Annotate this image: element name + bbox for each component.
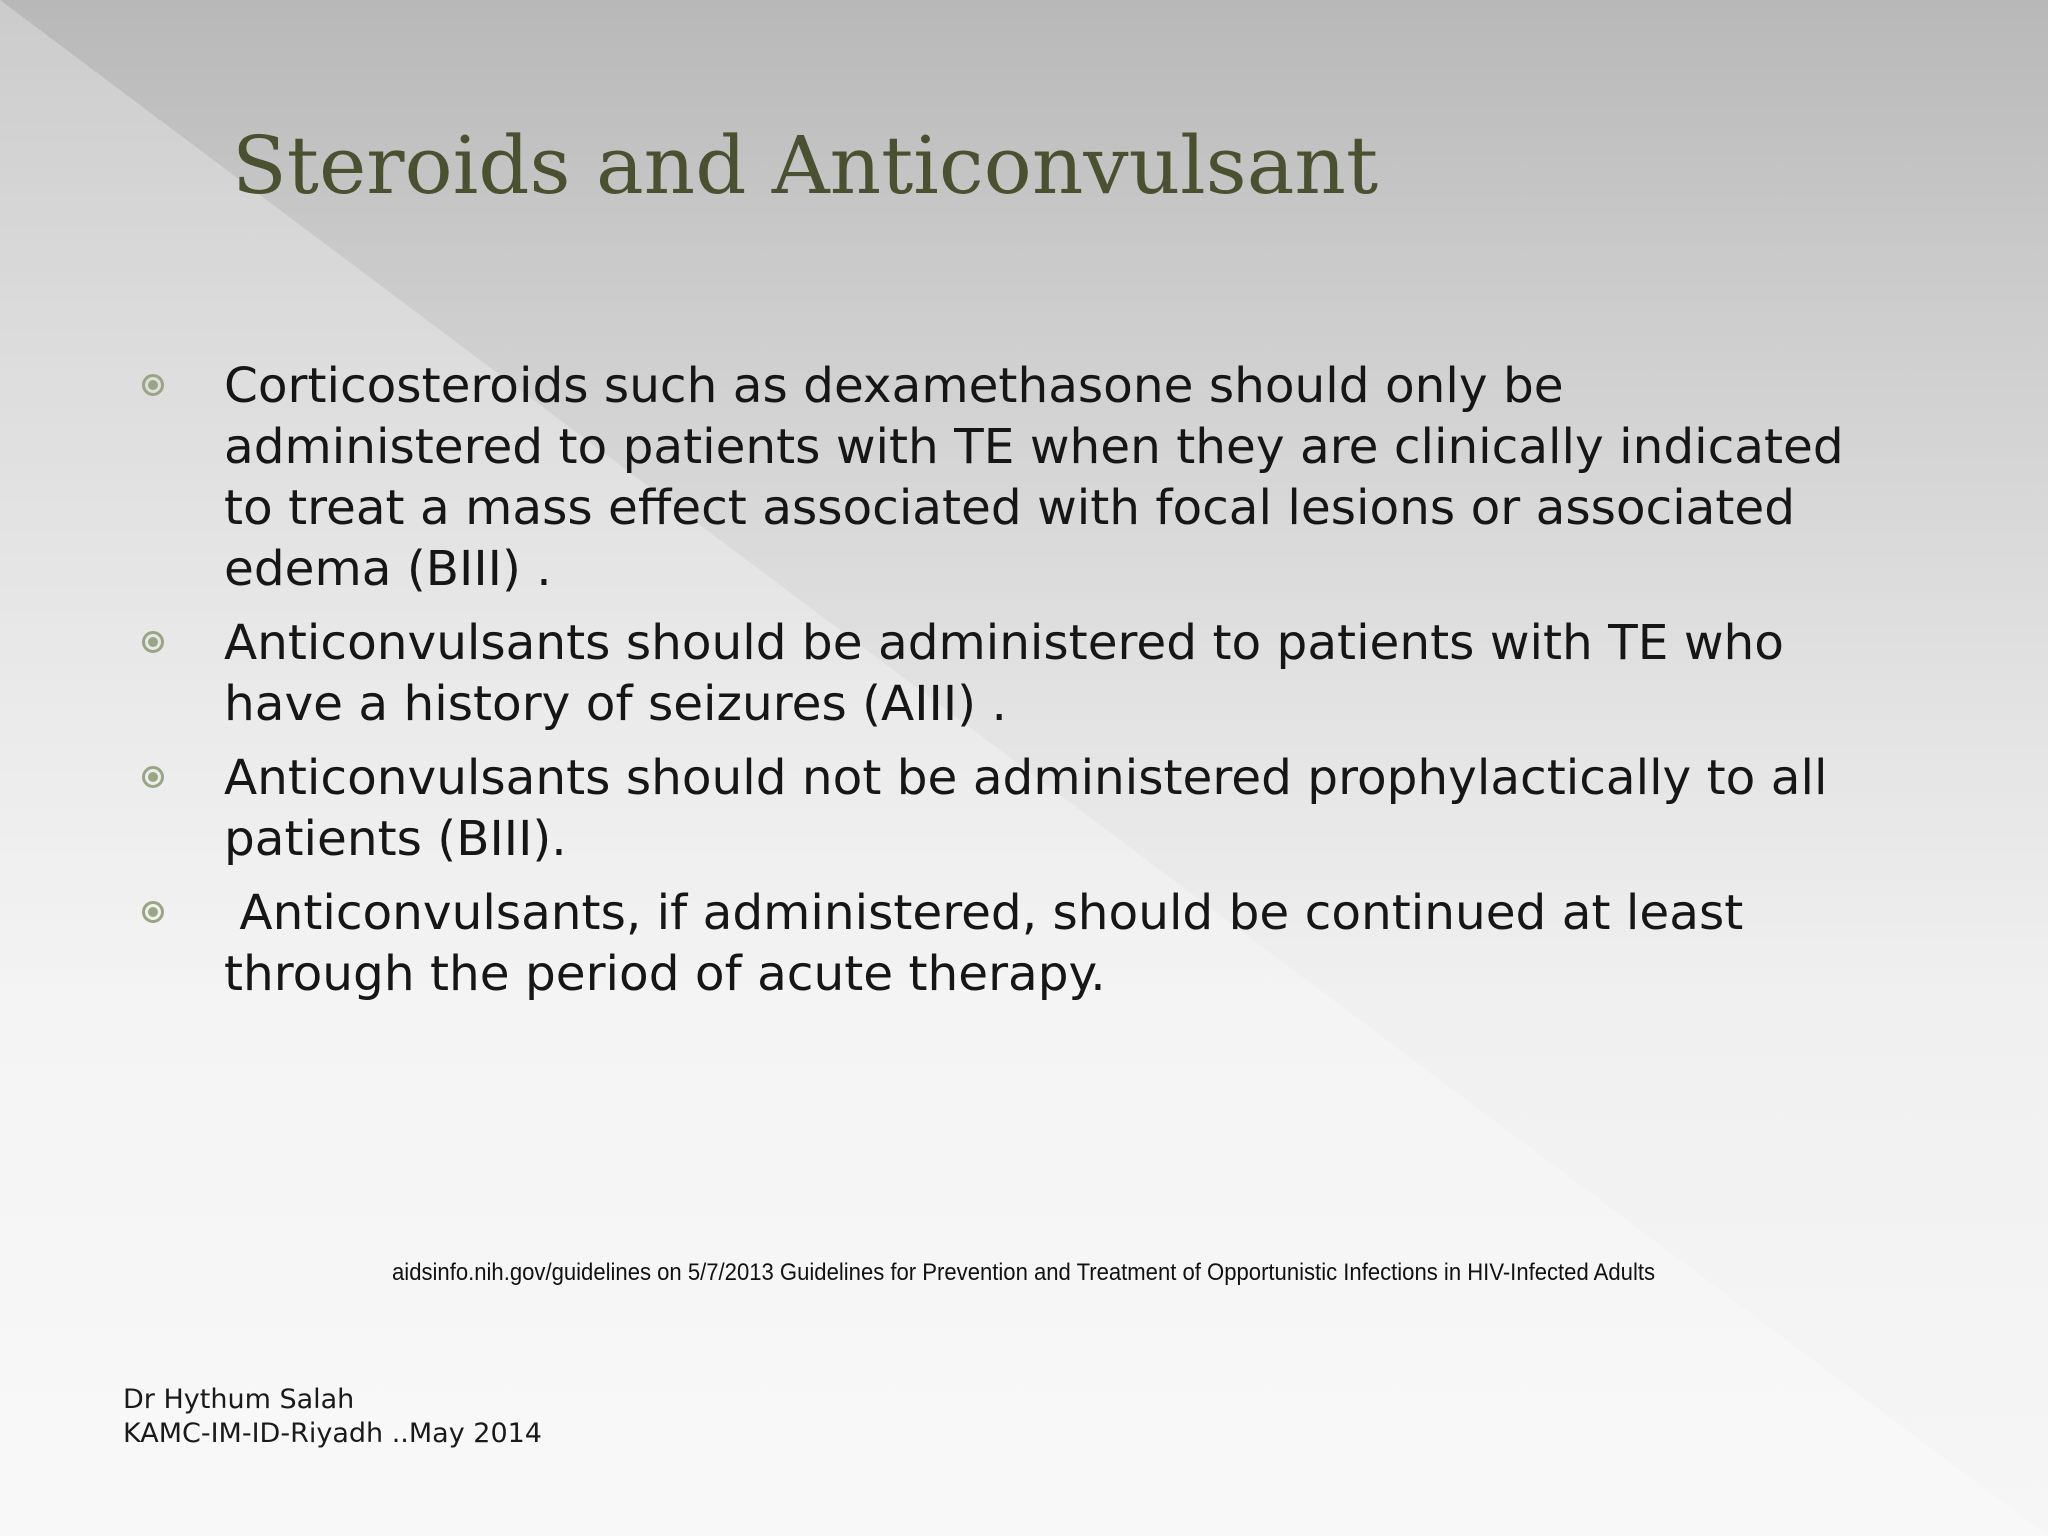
- bullet-text: Anticonvulsants should not be administered prophylactically to all patients (BIII).: [224, 750, 1828, 867]
- author-footer: [123, 1383, 542, 1451]
- circled-dot-bullet-icon: [142, 631, 164, 653]
- bullet-list: [140, 356, 1880, 1018]
- bullet-item: [140, 613, 1880, 735]
- circled-dot-bullet-icon: [142, 766, 164, 788]
- circled-dot-bullet-icon: [142, 901, 164, 923]
- author-affiliation: KAMC-IM-ID-Riyadh ..May 2014: [123, 1418, 542, 1449]
- author-name: Dr Hythum Salah: [123, 1384, 355, 1415]
- bullet-text: Anticonvulsants should be administered to patients with TE who have a history of seizures (AIII) .: [224, 615, 1784, 732]
- circled-dot-bullet-icon: [142, 374, 164, 396]
- bullet-text: Corticosteroids such as dexamethasone should only be administered to patients with TE when they are clinically indicated to treat a mass effect associated with focal lesions or associated edema (BIII) .: [224, 358, 1844, 597]
- bullet-item: [140, 883, 1880, 1005]
- citation-text: aidsinfo.nih.gov/guidelines on 5/7/2013 Guidelines for Prevention and Treatment of Opportunistic Infections in HIV-Infected Adults: [392, 1259, 1656, 1286]
- bullet-item: [140, 356, 1880, 600]
- bullet-item: [140, 748, 1880, 870]
- slide-title: Steroids and Anticonvulsant: [232, 119, 1379, 212]
- bullet-text: Anticonvulsants, if administered, should be continued at least through the period of acute therapy.: [224, 885, 1759, 1002]
